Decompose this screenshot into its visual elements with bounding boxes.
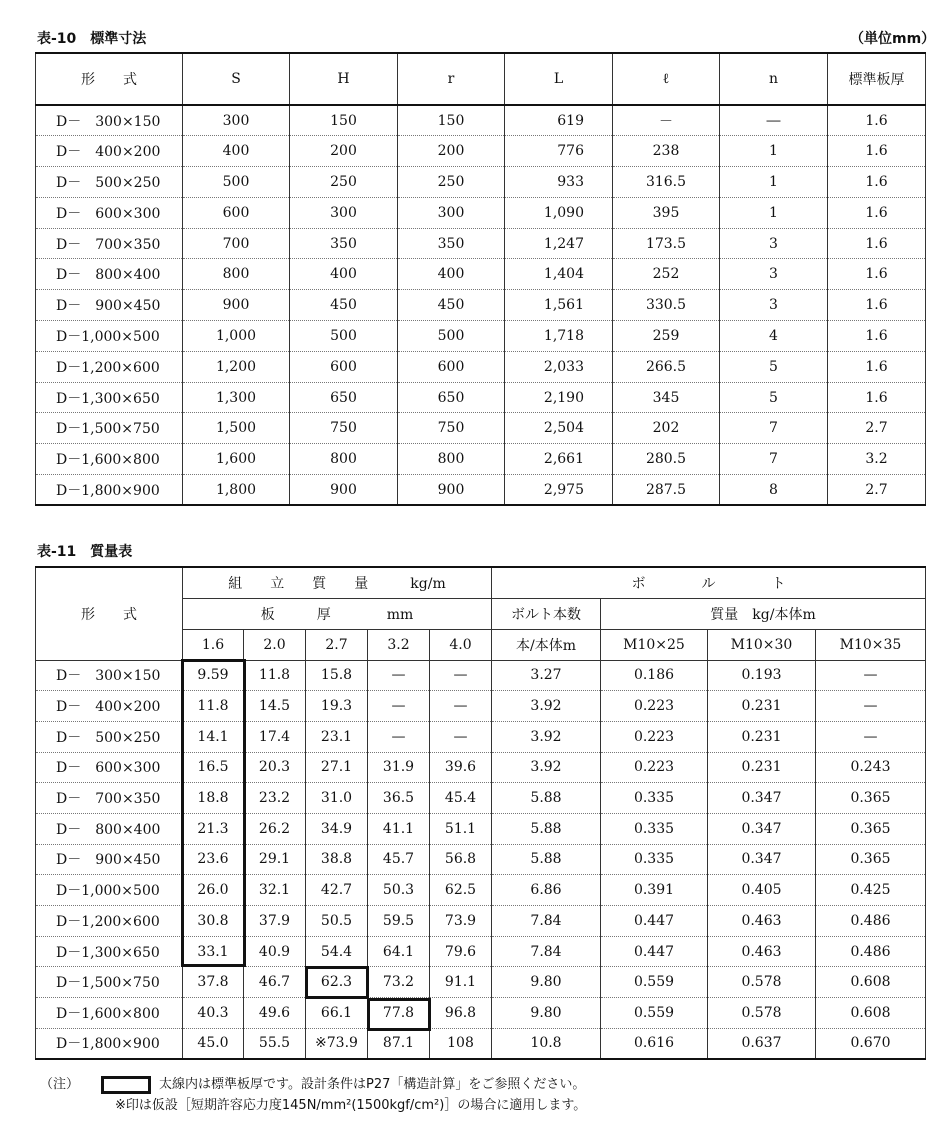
value-cell: 500 <box>183 167 290 198</box>
value-cell: 23.6 <box>183 844 244 875</box>
table10-header-cell: S <box>183 53 290 105</box>
value-cell: 34.9 <box>306 813 368 844</box>
value-cell: ― <box>720 105 828 136</box>
value-cell: 0.335 <box>601 813 708 844</box>
value-cell: 41.1 <box>368 813 430 844</box>
table10-header-cell: L <box>505 53 613 105</box>
value-cell: 0.559 <box>601 967 708 998</box>
bolt-count-header: ボルト本数 <box>492 598 601 629</box>
value-cell: — <box>368 721 430 752</box>
value-cell: 96.8 <box>430 998 492 1029</box>
table-row <box>36 197 926 228</box>
value-cell: 1,561 <box>505 290 613 321</box>
value-cell: 0.447 <box>601 906 708 937</box>
value-cell: — <box>430 721 492 752</box>
value-cell: 0.608 <box>816 967 926 998</box>
value-cell: 0.405 <box>708 875 816 906</box>
value-cell: 0.223 <box>601 721 708 752</box>
thickness-value-header: 2.7 <box>306 629 368 660</box>
model-cell: D－1,600×800 <box>36 998 183 1029</box>
bolt-header: ボ ル ト <box>492 567 926 598</box>
value-cell: 40.3 <box>183 998 244 1029</box>
value-cell: 5.88 <box>492 844 601 875</box>
value-cell: 50.5 <box>306 906 368 937</box>
value-cell: 45.7 <box>368 844 430 875</box>
value-cell: 1,404 <box>505 259 613 290</box>
table-row <box>36 413 926 444</box>
bolt-size-header: M10×25 <box>601 629 708 660</box>
value-cell: 450 <box>398 290 505 321</box>
value-cell: 87.1 <box>368 1028 430 1059</box>
table-row <box>36 660 926 691</box>
value-cell: 933 <box>505 167 613 198</box>
value-cell: 345 <box>613 382 720 413</box>
table-row <box>36 167 926 198</box>
value-cell: 800 <box>290 444 398 475</box>
value-cell: 42.7 <box>306 875 368 906</box>
value-cell: 600 <box>183 197 290 228</box>
table-row <box>36 998 926 1029</box>
value-cell: 3.2 <box>828 444 926 475</box>
value-cell: 776 <box>505 136 613 167</box>
value-cell: — <box>430 691 492 722</box>
value-cell: 619 <box>505 105 613 136</box>
value-cell: 800 <box>183 259 290 290</box>
value-cell: 1.6 <box>828 382 926 413</box>
thick-line-legend-box <box>101 1076 151 1094</box>
value-cell: 26.0 <box>183 875 244 906</box>
value-cell: 59.5 <box>368 906 430 937</box>
value-cell: — <box>816 691 926 722</box>
value-cell: 0.578 <box>708 998 816 1029</box>
value-cell: 150 <box>398 105 505 136</box>
value-cell: 1.6 <box>828 259 926 290</box>
value-cell: — <box>816 721 926 752</box>
value-cell: — <box>430 660 492 691</box>
value-cell: 108 <box>430 1028 492 1059</box>
value-cell: 1,300 <box>183 382 290 413</box>
model-cell: D－ 800×400 <box>36 813 183 844</box>
value-cell: 26.2 <box>244 813 306 844</box>
value-cell: 350 <box>290 228 398 259</box>
table11-header-row-1 <box>36 567 926 598</box>
value-cell: 9.59 <box>183 660 244 691</box>
value-cell: 4 <box>720 321 828 352</box>
bolt-size-header: M10×35 <box>816 629 926 660</box>
value-cell: 0.670 <box>816 1028 926 1059</box>
value-cell: 150 <box>290 105 398 136</box>
value-cell: 450 <box>290 290 398 321</box>
table-row <box>36 290 926 321</box>
value-cell: 64.1 <box>368 936 430 967</box>
value-cell: 10.8 <box>492 1028 601 1059</box>
table10-header-row <box>36 53 926 105</box>
model-cell: D－1,500×750 <box>36 413 183 444</box>
value-cell: 0.231 <box>708 691 816 722</box>
value-cell: 173.5 <box>613 228 720 259</box>
table10-title: 表-10 標準寸法 <box>37 31 147 47</box>
value-cell: 23.2 <box>244 783 306 814</box>
value-cell: 330.5 <box>613 290 720 321</box>
value-cell: 7.84 <box>492 906 601 937</box>
value-cell: 1.6 <box>828 136 926 167</box>
value-cell: — <box>368 691 430 722</box>
value-cell: 3.92 <box>492 691 601 722</box>
value-cell: 800 <box>398 444 505 475</box>
value-cell: 21.3 <box>183 813 244 844</box>
value-cell: 1,800 <box>183 475 290 506</box>
value-cell: 1,500 <box>183 413 290 444</box>
value-cell: 1.6 <box>828 290 926 321</box>
table-row <box>36 351 926 382</box>
table10-header-cell: H <box>290 53 398 105</box>
value-cell: 266.5 <box>613 351 720 382</box>
value-cell: 73.9 <box>430 906 492 937</box>
value-cell: 5 <box>720 382 828 413</box>
value-cell: 0.365 <box>816 783 926 814</box>
value-cell: 31.9 <box>368 752 430 783</box>
value-cell: 650 <box>398 382 505 413</box>
table10-unit: （単位mm） <box>850 31 936 47</box>
table-row <box>36 783 926 814</box>
value-cell: 3 <box>720 290 828 321</box>
value-cell: 2,504 <box>505 413 613 444</box>
value-cell: 0.463 <box>708 936 816 967</box>
value-cell: 1.6 <box>828 228 926 259</box>
table-row <box>36 228 926 259</box>
value-cell: 1.6 <box>828 351 926 382</box>
value-cell: 79.6 <box>430 936 492 967</box>
value-cell: 36.5 <box>368 783 430 814</box>
value-cell: 2,661 <box>505 444 613 475</box>
bolt-count-unit-header: 本/本体m <box>492 629 601 660</box>
value-cell: 0.391 <box>601 875 708 906</box>
value-cell: 27.1 <box>306 752 368 783</box>
value-cell: 29.1 <box>244 844 306 875</box>
value-cell: 900 <box>183 290 290 321</box>
table-row <box>36 691 926 722</box>
value-cell: 900 <box>290 475 398 506</box>
value-cell: 400 <box>398 259 505 290</box>
value-cell: 45.0 <box>183 1028 244 1059</box>
value-cell: 11.8 <box>244 660 306 691</box>
value-cell: 0.243 <box>816 752 926 783</box>
value-cell: 2,975 <box>505 475 613 506</box>
value-cell: 0.365 <box>816 844 926 875</box>
value-cell: 395 <box>613 197 720 228</box>
value-cell: 650 <box>290 382 398 413</box>
table-row <box>36 105 926 136</box>
value-cell: 0.193 <box>708 660 816 691</box>
value-cell: 30.8 <box>183 906 244 937</box>
value-cell: 55.5 <box>244 1028 306 1059</box>
value-cell: 32.1 <box>244 875 306 906</box>
note-line-2 <box>115 1094 586 1113</box>
value-cell: 0.347 <box>708 844 816 875</box>
value-cell: 1,000 <box>183 321 290 352</box>
value-cell: 9.80 <box>492 998 601 1029</box>
value-cell: 8 <box>720 475 828 506</box>
value-cell: 250 <box>290 167 398 198</box>
model-cell: D－1,800×900 <box>36 475 183 506</box>
value-cell: 1.6 <box>828 167 926 198</box>
value-cell: 3.92 <box>492 752 601 783</box>
value-cell: 0.365 <box>816 813 926 844</box>
value-cell: 18.8 <box>183 783 244 814</box>
value-cell: 62.3 <box>306 967 368 998</box>
value-cell: 400 <box>183 136 290 167</box>
value-cell: 62.5 <box>430 875 492 906</box>
value-cell: 0.486 <box>816 906 926 937</box>
value-cell: 73.2 <box>368 967 430 998</box>
model-cell: D－ 900×450 <box>36 290 183 321</box>
value-cell: － <box>613 105 720 136</box>
value-cell: 14.5 <box>244 691 306 722</box>
value-cell: 20.3 <box>244 752 306 783</box>
model-cell: D－1,200×600 <box>36 906 183 937</box>
value-cell: 37.8 <box>183 967 244 998</box>
table-row <box>36 936 926 967</box>
value-cell: 3 <box>720 228 828 259</box>
value-cell: 50.3 <box>368 875 430 906</box>
model-cell: D－1,000×500 <box>36 321 183 352</box>
value-cell: 38.8 <box>306 844 368 875</box>
table-row <box>36 259 926 290</box>
value-cell: 77.8 <box>368 998 430 1029</box>
value-cell: 31.0 <box>306 783 368 814</box>
value-cell: 16.5 <box>183 752 244 783</box>
value-cell: — <box>368 660 430 691</box>
value-cell: 1,090 <box>505 197 613 228</box>
value-cell: 1.6 <box>828 321 926 352</box>
table-row <box>36 844 926 875</box>
assembly-mass-header: 組 立 質 量 kg/m <box>183 567 492 598</box>
value-cell: 0.559 <box>601 998 708 1029</box>
model-cell: D－ 800×400 <box>36 259 183 290</box>
value-cell: 600 <box>290 351 398 382</box>
value-cell: 0.186 <box>601 660 708 691</box>
model-cell: D－1,800×900 <box>36 1028 183 1059</box>
value-cell: 6.86 <box>492 875 601 906</box>
note-line-1 <box>40 1073 585 1094</box>
value-cell: 39.6 <box>430 752 492 783</box>
table-row <box>36 967 926 998</box>
value-cell: 0.231 <box>708 721 816 752</box>
table-row <box>36 906 926 937</box>
value-cell: 15.8 <box>306 660 368 691</box>
model-cell: D－ 300×150 <box>36 660 183 691</box>
table-row <box>36 136 926 167</box>
table10-header-cell: n <box>720 53 828 105</box>
value-cell: 300 <box>398 197 505 228</box>
value-cell: 316.5 <box>613 167 720 198</box>
table-row <box>36 1028 926 1059</box>
table-row <box>36 382 926 413</box>
thickness-value-header: 3.2 <box>368 629 430 660</box>
value-cell: 9.80 <box>492 967 601 998</box>
value-cell: 750 <box>398 413 505 444</box>
value-cell: 300 <box>183 105 290 136</box>
value-cell: 11.8 <box>183 691 244 722</box>
bolt-size-header: M10×30 <box>708 629 816 660</box>
thickness-header: 板 厚 mm <box>183 598 492 629</box>
value-cell: 2.7 <box>828 413 926 444</box>
value-cell: 2,033 <box>505 351 613 382</box>
note-text-1: 太線内は標準板厚です。設計条件はP27「構造計算」をご参照ください。 <box>159 1077 586 1092</box>
table-row <box>36 721 926 752</box>
value-cell: — <box>816 660 926 691</box>
table-row <box>36 475 926 506</box>
value-cell: 14.1 <box>183 721 244 752</box>
table11-title: 表-11 質量表 <box>37 544 133 560</box>
standard-dimensions-table <box>35 52 926 506</box>
value-cell: 0.335 <box>601 783 708 814</box>
thickness-value-header: 2.0 <box>244 629 306 660</box>
thickness-value-header: 4.0 <box>430 629 492 660</box>
value-cell: 500 <box>398 321 505 352</box>
value-cell: 600 <box>398 351 505 382</box>
model-cell: D－1,000×500 <box>36 875 183 906</box>
value-cell: 91.1 <box>430 967 492 998</box>
value-cell: 56.8 <box>430 844 492 875</box>
value-cell: 0.637 <box>708 1028 816 1059</box>
mass-table <box>35 566 926 1060</box>
value-cell: 252 <box>613 259 720 290</box>
value-cell: 7 <box>720 413 828 444</box>
thickness-value-header: 1.6 <box>183 629 244 660</box>
value-cell: 5.88 <box>492 783 601 814</box>
value-cell: 1,200 <box>183 351 290 382</box>
value-cell: 49.6 <box>244 998 306 1029</box>
value-cell: 0.463 <box>708 906 816 937</box>
model-cell: D－1,200×600 <box>36 351 183 382</box>
value-cell: 0.616 <box>601 1028 708 1059</box>
model-cell: D－ 900×450 <box>36 844 183 875</box>
value-cell: 1 <box>720 167 828 198</box>
table-row <box>36 813 926 844</box>
value-cell: 1,600 <box>183 444 290 475</box>
value-cell: 1 <box>720 197 828 228</box>
value-cell: 54.4 <box>306 936 368 967</box>
value-cell: 200 <box>290 136 398 167</box>
value-cell: 46.7 <box>244 967 306 998</box>
value-cell: 750 <box>290 413 398 444</box>
model-cell: D－ 500×250 <box>36 721 183 752</box>
model-cell: D－1,600×800 <box>36 444 183 475</box>
value-cell: 2.7 <box>828 475 926 506</box>
value-cell: 2,190 <box>505 382 613 413</box>
value-cell: 37.9 <box>244 906 306 937</box>
value-cell: 400 <box>290 259 398 290</box>
value-cell: 0.223 <box>601 691 708 722</box>
value-cell: 0.578 <box>708 967 816 998</box>
bolt-mass-header: 質量 kg/本体m <box>601 598 926 629</box>
value-cell: 40.9 <box>244 936 306 967</box>
table-row <box>36 752 926 783</box>
model-cell: D－ 300×150 <box>36 105 183 136</box>
table10-header-cell: 標準板厚 <box>828 53 926 105</box>
value-cell: ※73.9 <box>306 1028 368 1059</box>
value-cell: 33.1 <box>183 936 244 967</box>
value-cell: 900 <box>398 475 505 506</box>
value-cell: 51.1 <box>430 813 492 844</box>
value-cell: 17.4 <box>244 721 306 752</box>
note-label: （注） <box>40 1077 80 1092</box>
model-header: 形 式 <box>36 567 183 660</box>
value-cell: 202 <box>613 413 720 444</box>
model-cell: D－ 700×350 <box>36 783 183 814</box>
value-cell: 7 <box>720 444 828 475</box>
value-cell: 0.486 <box>816 936 926 967</box>
table-row <box>36 321 926 352</box>
table10-header-cell: r <box>398 53 505 105</box>
value-cell: 700 <box>183 228 290 259</box>
value-cell: 66.1 <box>306 998 368 1029</box>
value-cell: 0.231 <box>708 752 816 783</box>
value-cell: 3.27 <box>492 660 601 691</box>
value-cell: 0.347 <box>708 813 816 844</box>
value-cell: 1,247 <box>505 228 613 259</box>
value-cell: 3 <box>720 259 828 290</box>
note-text-2: ※印は仮設［短期許容応力度145N/mm²(1500kgf/cm²)］の場合に適用します。 <box>115 1098 587 1113</box>
value-cell: 350 <box>398 228 505 259</box>
value-cell: 45.4 <box>430 783 492 814</box>
value-cell: 7.84 <box>492 936 601 967</box>
value-cell: 23.1 <box>306 721 368 752</box>
value-cell: 1.6 <box>828 197 926 228</box>
value-cell: 3.92 <box>492 721 601 752</box>
value-cell: 5 <box>720 351 828 382</box>
model-cell: D－ 400×200 <box>36 691 183 722</box>
value-cell: 0.223 <box>601 752 708 783</box>
model-cell: D－ 400×200 <box>36 136 183 167</box>
value-cell: 259 <box>613 321 720 352</box>
value-cell: 0.447 <box>601 936 708 967</box>
value-cell: 1.6 <box>828 105 926 136</box>
model-cell: D－1,300×650 <box>36 936 183 967</box>
table10-header-cell: ℓ <box>613 53 720 105</box>
value-cell: 287.5 <box>613 475 720 506</box>
model-cell: D－ 700×350 <box>36 228 183 259</box>
value-cell: 1,718 <box>505 321 613 352</box>
value-cell: 0.347 <box>708 783 816 814</box>
table10-header-cell: 形 式 <box>36 53 183 105</box>
value-cell: 0.425 <box>816 875 926 906</box>
value-cell: 200 <box>398 136 505 167</box>
value-cell: 500 <box>290 321 398 352</box>
value-cell: 19.3 <box>306 691 368 722</box>
value-cell: 250 <box>398 167 505 198</box>
model-cell: D－ 600×300 <box>36 197 183 228</box>
value-cell: 280.5 <box>613 444 720 475</box>
model-cell: D－ 500×250 <box>36 167 183 198</box>
value-cell: 238 <box>613 136 720 167</box>
table-row <box>36 875 926 906</box>
value-cell: 300 <box>290 197 398 228</box>
value-cell: 0.608 <box>816 998 926 1029</box>
model-cell: D－ 600×300 <box>36 752 183 783</box>
model-cell: D－1,500×750 <box>36 967 183 998</box>
model-cell: D－1,300×650 <box>36 382 183 413</box>
table-row <box>36 444 926 475</box>
value-cell: 5.88 <box>492 813 601 844</box>
value-cell: 0.335 <box>601 844 708 875</box>
value-cell: 1 <box>720 136 828 167</box>
